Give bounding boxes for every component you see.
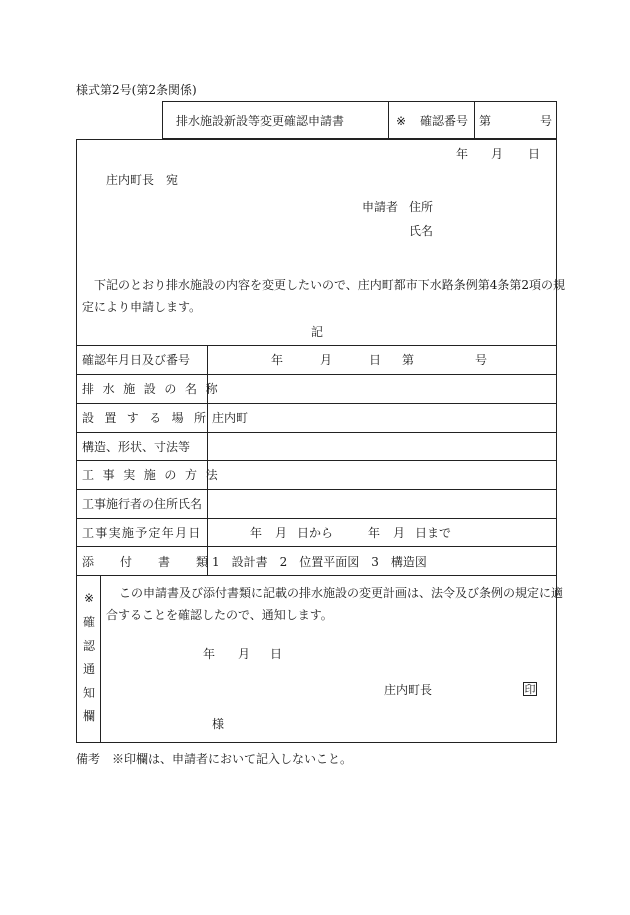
addressee: 庄内町長 宛 [106,173,179,187]
notice-sama: 様 [212,717,225,731]
address-label: 住所 [409,200,434,214]
notice-mayor: 庄内町長 [384,683,433,697]
application-body-line2: 定により申請します。 [82,300,202,314]
confirm-date-no: 第 [402,353,415,367]
notice-side-char-1: 確 [82,615,95,629]
row-label-confirm-date: 確認年月日及び番号 [82,353,191,367]
date-year: 年 [456,147,469,161]
header-divider-2 [474,101,475,139]
row-label-location: 設置する場所 [82,411,217,425]
row-line-7 [76,518,557,519]
notice-side-mark: ※ [83,591,95,605]
notice-side-divider [100,575,101,743]
row-label-attachments: 添付書類 [82,555,235,569]
confirm-number-label: 確認番号 [420,114,469,128]
applicant-label: 申請者 [362,200,399,214]
notice-side-char-3: 通 [82,662,95,676]
notice-month: 月 [238,647,251,661]
application-body-line1: 下記のとおり排水施設の内容を変更したいので、庄内町都市下水路条例第4条第2項の規 [94,278,566,292]
form-number: 様式第2号(第2条関係) [76,83,197,97]
notice-day: 日 [270,647,283,661]
number-prefix: 第 [479,114,492,128]
schedule-year-from: 年 [250,526,263,540]
attachments-value: 1 設計書 2 位置平面図 3 構造図 [212,555,427,569]
confirm-date-year: 年 [271,353,284,367]
label-column-divider [207,345,208,575]
row-line-9 [76,575,557,576]
row-line-1 [76,345,557,346]
row-line-8 [76,546,557,547]
notice-text-line2: 合することを確認したので、通知します。 [106,608,333,622]
row-label-contractor: 工事施行者の住所氏名 [82,497,203,511]
notice-side-char-5: 欄 [82,709,95,723]
row-label-structure: 構造、形状、寸法等 [82,440,191,454]
confirm-mark: ※ [396,114,407,128]
date-day: 日 [528,147,541,161]
remarks: 備考 ※印欄は、申請者において記入しないこと。 [76,752,353,766]
notice-text-line1: この申請書及び添付書類に記載の排水施設の変更計画は、法令及び条例の規定に適 [119,586,564,600]
row-label-schedule: 工事実施予定年月日 [82,526,202,540]
schedule-day-from: 日から [297,526,334,540]
notice-side-char-2: 認 [82,639,95,653]
header-divider-1 [388,101,389,139]
name-label: 氏名 [409,224,434,238]
schedule-day-to: 日まで [415,526,452,540]
row-line-6 [76,489,557,490]
schedule-month-to: 月 [393,526,406,540]
row-label-method: 工事実施の方法 [82,468,227,482]
ki-marker: 記 [311,325,324,339]
confirm-date-day: 日 [369,353,382,367]
seal-mark: 印 [524,683,536,696]
number-suffix: 号 [540,114,553,128]
row-line-3 [76,403,557,404]
schedule-month-from: 月 [275,526,288,540]
confirm-date-go: 号 [475,353,488,367]
notice-side-char-4: 知 [82,686,95,700]
row-label-facility-name: 排水施設の名称 [82,382,227,396]
schedule-year-to: 年 [368,526,381,540]
location-value: 庄内町 [212,411,249,425]
form-title: 排水施設新設等変更確認申請書 [176,114,345,128]
row-line-2 [76,374,557,375]
notice-year: 年 [203,647,216,661]
row-line-5 [76,460,557,461]
date-month: 月 [491,147,504,161]
row-line-4 [76,432,557,433]
confirm-date-month: 月 [320,353,333,367]
